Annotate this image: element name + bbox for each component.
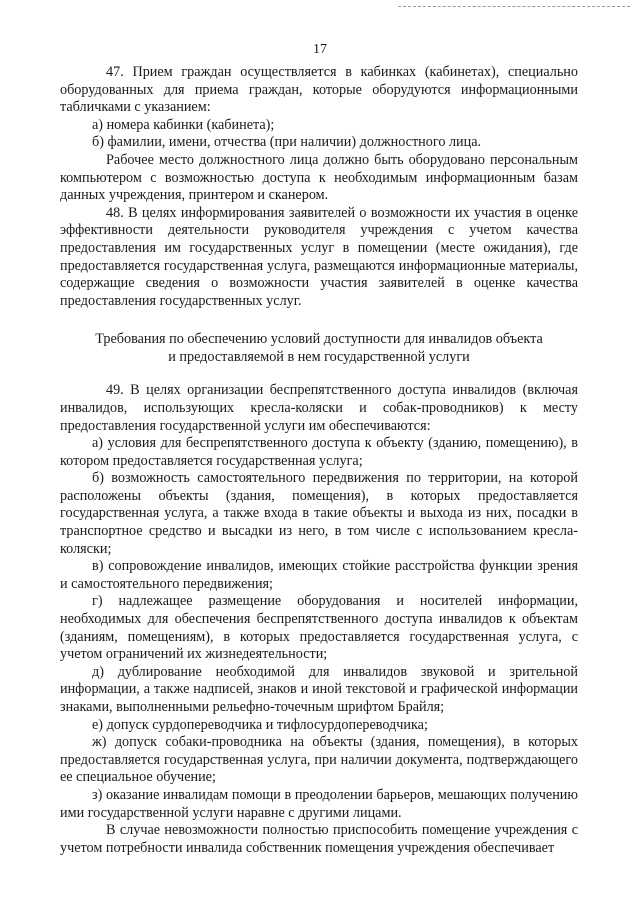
paragraph-workplace: Рабочее место должностного лица должно быть оборудовано персональным компьютером с возможностью доступа к необходимым информационным базам данных учреждения, принтером и сканером. (60, 151, 578, 204)
list-item-zh-guide-dog: ж) допуск собаки-проводника на объекты (здания, помещения), в которых предоставляется государственная услуга, при наличии документа, подтверждающего ее специальное обучение; (60, 734, 578, 786)
paragraph-impossibility: В случае невозможности полностью приспособить помещение учреждения с учетом потребности инвалида собственник помещения учреждения обеспечивает (60, 822, 578, 856)
section-heading-line-2: и предоставляемой в нем государственной услуги (168, 349, 470, 366)
list-item-a-access-conditions: а) условия для беспрепятственного доступа к объекту (зданию, помещению), в котором предоставляется государственная услуга; (60, 435, 578, 469)
paragraph-49: 49. В целях организации беспрепятственного доступа инвалидов (включая инвалидов, использующих кресла-коляски и собак-проводников) к месту предоставления государственной услуги им обеспечиваются: (60, 382, 578, 434)
list-item-d-duplication: д) дублирование необходимой для инвалидов звуковой и зрительной информации, а также надписей, знаков и иной текстовой и графической информации знаками, выполненными рельефно-точечным шрифтом Брайля; (60, 663, 578, 715)
list-item-a-cabin-number: а) номера кабинки (кабинета); (92, 116, 275, 133)
list-item-b-official-name: б) фамилии, имени, отчества (при наличии) должностного лица. (92, 134, 482, 151)
section-heading (60, 330, 578, 366)
page-number: 17 (313, 42, 327, 57)
top-dashed-rule (398, 6, 630, 8)
list-item-z-assistance: з) оказание инвалидам помощи в преодолении барьеров, мешающих получению ими государственной услуги наравне с другими лицами. (60, 786, 578, 821)
paragraph-47: 47. Прием граждан осуществляется в кабинках (кабинетах), специально оборудованных для приема граждан, которые оборудуются информационными табличками с указанием: (60, 64, 578, 116)
document-body (60, 64, 578, 857)
list-item-e-interpreter: е) допуск сурдопереводчика и тифлосурдопереводчика; (92, 716, 428, 733)
list-item-g-equipment: г) надлежащее размещение оборудования и носителей информации, необходимых для обеспечения беспрепятственного доступа инвалидов к объектам (зданиям, помещениям), в которых предоставляется государственная услуга, с учетом ограничений их жизнедеятельности; (60, 593, 578, 663)
list-item-b-movement: б) возможность самостоятельного передвижения по территории, на которой расположены объекты (здания, помещения), в которых предоставляется государственная услуга, а также входа в такие объекты и выхода из них, посадки в транспортное средство и высадки из него, в том числе с использованием кресла-коляски; (60, 470, 578, 557)
list-item-v-escort: в) сопровождение инвалидов, имеющих стойкие расстройства функции зрения и самостоятельного передвижения; (60, 558, 578, 592)
section-heading-line-1: Требования по обеспечению условий доступности для инвалидов объекта (95, 331, 543, 348)
paragraph-48: 48. В целях информирования заявителей о возможности их участия в оценке эффективности деятельности руководителя учреждения с учетом качества предоставления им государственных услуг в помещении (месте ожидания), где предоставляется государственная услуга, размещаются информационные материалы, содержащие сведения о возможности участия заявителей в оценке качества предоставления государственных услуг. (60, 204, 578, 309)
